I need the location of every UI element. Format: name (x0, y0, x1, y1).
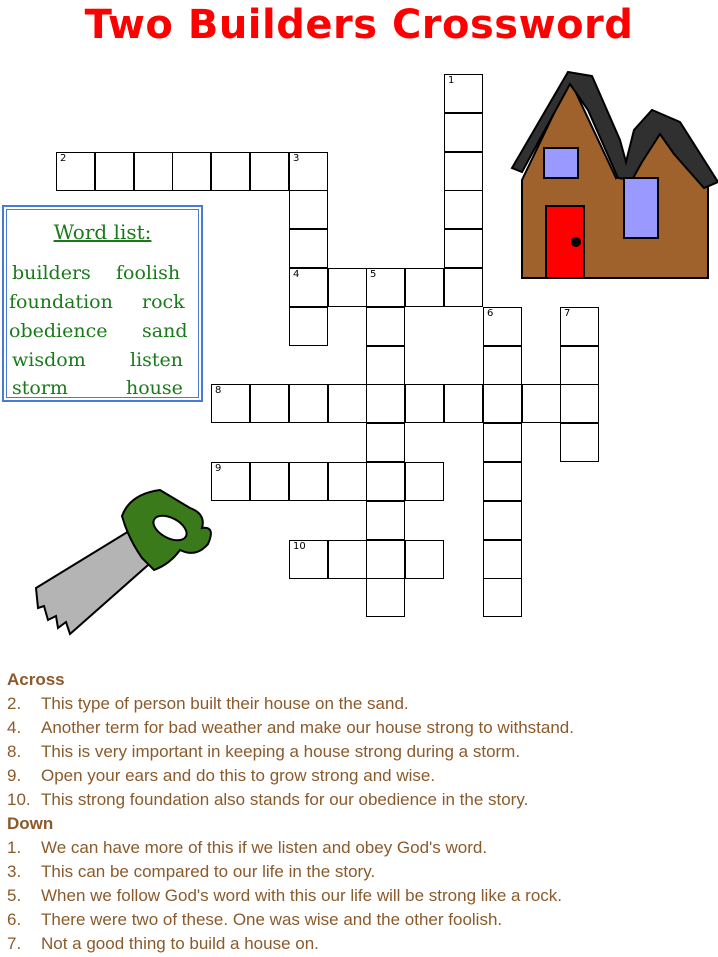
cell-number: 9 (215, 463, 222, 474)
crossword-cell[interactable] (444, 268, 483, 307)
cell-number: 5 (370, 269, 377, 280)
crossword-cell[interactable] (366, 578, 405, 617)
page-title: Two Builders Crossword (84, 2, 634, 48)
crossword-cell[interactable] (328, 462, 367, 501)
clue-across (7, 716, 707, 740)
crossword-cell[interactable] (366, 268, 405, 307)
crossword-cell[interactable] (366, 346, 405, 385)
crossword-cell[interactable] (211, 462, 250, 501)
word-list-item: builders (12, 262, 91, 284)
crossword-cell[interactable] (560, 346, 599, 385)
clue-text: This can be compared to our life in the story. (41, 862, 376, 881)
clue-text: We can have more of this if we listen and obey God's word. (41, 838, 488, 857)
crossword-cell[interactable] (250, 152, 289, 191)
crossword-cell[interactable] (560, 384, 599, 423)
clue-text: This is very important in keeping a house strong during a storm. (41, 742, 521, 761)
crossword-cell[interactable] (95, 152, 134, 191)
crossword-cell[interactable] (289, 384, 328, 423)
crossword-cell[interactable] (172, 152, 211, 191)
cell-number: 10 (293, 541, 306, 552)
word-list-item: foundation (9, 291, 113, 313)
clue-number: 5. (7, 886, 22, 905)
clue-down (7, 836, 707, 860)
crossword-cell[interactable] (250, 384, 289, 423)
crossword-cell[interactable] (366, 423, 405, 462)
clue-down (7, 932, 707, 956)
clue-across (7, 740, 707, 764)
crossword-cell[interactable] (289, 307, 328, 346)
clue-number: 6. (7, 910, 22, 929)
clue-text: Not a good thing to build a house on. (41, 934, 319, 953)
crossword-cell[interactable] (483, 578, 522, 617)
clue-across (7, 764, 707, 788)
across-heading: Across (7, 670, 65, 689)
cell-number: 4 (293, 269, 300, 280)
clue-text: Open your ears and do this to grow strong and wise. (41, 766, 436, 785)
word-list-item: foolish (116, 262, 181, 284)
clue-across (7, 692, 707, 716)
down-heading: Down (7, 814, 54, 833)
crossword-cell[interactable] (211, 384, 250, 423)
word-list-item: house (126, 377, 183, 399)
crossword-cell[interactable] (250, 462, 289, 501)
clue-text: When we follow God's word with this our life will be strong like a rock. (41, 886, 563, 905)
word-list-inner-border (6, 209, 199, 398)
word-list-item: sand (142, 320, 188, 342)
cell-number: 7 (564, 308, 571, 319)
house-icon (508, 70, 718, 280)
clue-across (7, 788, 707, 812)
clue-number: 1. (7, 838, 22, 857)
crossword-cell[interactable] (289, 540, 328, 579)
clue-number: 10. (7, 790, 31, 809)
clue-number: 7. (7, 934, 22, 953)
crossword-cell[interactable] (405, 384, 444, 423)
clue-text: This strong foundation also stands for our obedience in the story. (41, 790, 529, 809)
clue-number: 8. (7, 742, 22, 761)
word-list-box (2, 205, 203, 402)
cell-number: 2 (60, 153, 67, 164)
saw-icon (30, 488, 215, 638)
crossword-cell[interactable] (289, 462, 328, 501)
crossword-cell[interactable] (56, 152, 95, 191)
crossword-cell[interactable] (289, 190, 328, 229)
word-list-item: wisdom (12, 349, 86, 371)
crossword-cell[interactable] (444, 229, 483, 268)
word-list-item: obedience (9, 320, 108, 342)
crossword-cell[interactable] (483, 501, 522, 540)
clue-down (7, 908, 707, 932)
crossword-cell[interactable] (483, 540, 522, 579)
clue-number: 3. (7, 862, 22, 881)
word-list-title: Word list: (53, 220, 152, 244)
crossword-cell[interactable] (328, 540, 367, 579)
crossword-cell[interactable] (444, 152, 483, 191)
crossword-cell[interactable] (366, 540, 405, 579)
crossword-cell[interactable] (211, 152, 250, 191)
crossword-cell[interactable] (366, 384, 405, 423)
crossword-cell[interactable] (483, 384, 522, 423)
crossword-cell[interactable] (560, 307, 599, 346)
clues-section (7, 668, 707, 956)
crossword-cell[interactable] (483, 346, 522, 385)
cell-number: 1 (448, 75, 455, 86)
crossword-cell[interactable] (366, 462, 405, 501)
crossword-cell[interactable] (483, 307, 522, 346)
word-list-item: listen (130, 349, 184, 371)
crossword-cell[interactable] (134, 152, 173, 191)
cell-number: 3 (293, 153, 300, 164)
crossword-cell[interactable] (405, 540, 444, 579)
word-list-item: rock (142, 291, 185, 313)
clue-number: 2. (7, 694, 22, 713)
crossword-cell[interactable] (483, 423, 522, 462)
crossword-cell[interactable] (366, 307, 405, 346)
clue-number: 9. (7, 766, 22, 785)
word-list-item: storm (12, 377, 68, 399)
cell-number: 8 (215, 385, 222, 396)
clue-text: This type of person built their house on the sand. (41, 694, 409, 713)
clue-text: Another term for bad weather and make our house strong to withstand. (41, 718, 574, 737)
crossword-cell[interactable] (328, 384, 367, 423)
crossword-cell[interactable] (289, 152, 328, 191)
crossword-cell[interactable] (289, 229, 328, 268)
crossword-cell[interactable] (405, 268, 444, 307)
crossword-cell[interactable] (483, 462, 522, 501)
crossword-cell[interactable] (444, 384, 483, 423)
clue-down (7, 884, 707, 908)
crossword-cell[interactable] (405, 462, 444, 501)
crossword-cell[interactable] (522, 384, 561, 423)
clue-down (7, 860, 707, 884)
crossword-cell[interactable] (444, 74, 483, 113)
clue-text: There were two of these. One was wise and the other foolish. (41, 910, 503, 929)
cell-number: 6 (487, 308, 494, 319)
crossword-cell[interactable] (444, 190, 483, 229)
crossword-cell[interactable] (366, 501, 405, 540)
crossword-cell[interactable] (444, 113, 483, 152)
crossword-cell[interactable] (328, 268, 367, 307)
crossword-cell[interactable] (560, 423, 599, 462)
crossword-cell[interactable] (289, 268, 328, 307)
clue-number: 4. (7, 718, 22, 737)
